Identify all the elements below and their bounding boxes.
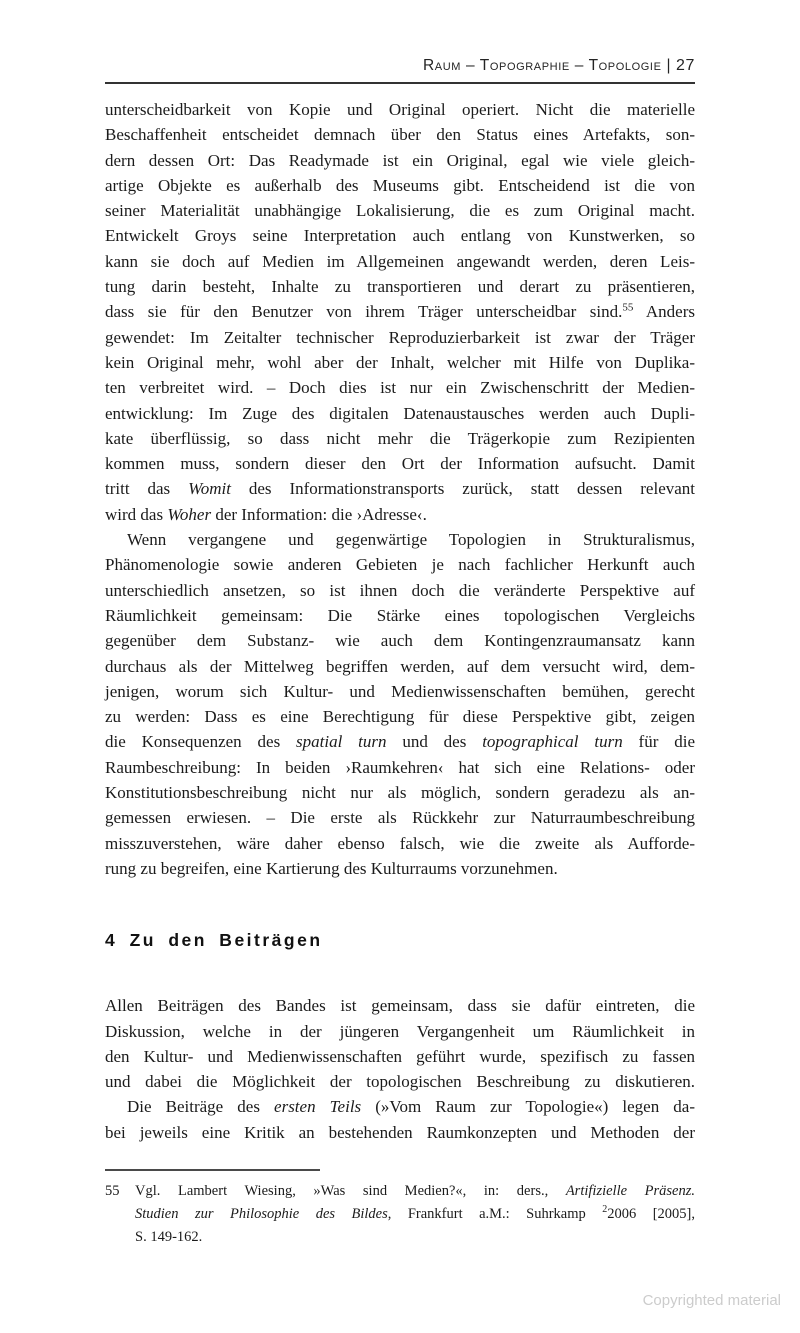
text-line: rung zu begreifen, eine Kartierung des Kulturraums vorzunehmen.: [105, 858, 558, 878]
text-line: misszuverstehen, wäre daher ebenso falsch, wie die zweite als Aufforde-: [105, 833, 695, 853]
running-header-title: Raum – Topographie – Topologie: [423, 57, 662, 74]
text-line: Raumbeschreibung: In beiden ›Raumkehren‹ hat sich eine Relations- oder: [105, 757, 695, 777]
text-line: entwicklung: Im Zuge des digitalen Datenaustausches werden auch Dupli-: [105, 403, 695, 423]
text-line: durchaus als der Mittelweg begriffen werden, auf dem versucht wird, dem-: [105, 656, 695, 676]
text-line: Diskussion, welche in der jüngeren Vergangenheit um Räumlichkeit in: [105, 1021, 695, 1041]
text-line: Entwickelt Groys seine Interpretation auch entlang von Kunstwerken, so: [105, 226, 695, 246]
body-paragraphs-after-heading: [105, 993, 695, 1145]
text-line: artige Objekte es außerhalb des Museums gibt. Entscheidend ist die von: [105, 175, 695, 195]
italic-text: topographical turn: [482, 732, 623, 752]
text-line: unterscheidbarkeit von Kopie und Original operiert. Nicht die materielle: [105, 100, 695, 119]
running-header: [105, 57, 695, 84]
text-line: Wenn vergangene und gegenwärtige Topologien in Strukturalismus,: [127, 530, 695, 550]
text-line: tung darin besteht, Inhalte zu transportieren und derart zu präsentieren,: [105, 277, 695, 297]
text-line: zu werden: Dass es eine Berechtigung für diese Perspektive gibt, zeigen: [105, 707, 695, 727]
text-line: Konstitutionsbeschreibung nicht nur als möglich, sondern geradezu als an-: [105, 783, 695, 803]
text-line: seiner Materialität unabhängige Lokalisierung, die es zum Original macht.: [105, 201, 695, 221]
text-block: [105, 97, 695, 1145]
footnote-separator-rule: [105, 1169, 320, 1171]
text-line: ten verbreitet wird. – Doch dies ist nur ein Zwischenschritt der Medien-: [105, 378, 695, 398]
text-line: dass sie für den Benutzer von ihrem Träger unterscheidbar sind.$^{55}$ Anders: [105, 301, 695, 322]
copyright-watermark: Copyrighted material: [642, 1292, 781, 1309]
italic-text: Womit: [188, 479, 231, 499]
section-heading: 4 Zu den Beiträgen: [105, 930, 323, 951]
text-line: kate überflüssig, so dass nicht mehr die Trägerkopie zum Rezipienten: [105, 428, 695, 448]
body-paragraphs-before-heading: [105, 97, 695, 881]
italic-text: Artifizielle Präsenz.: [565, 1183, 696, 1199]
superscript-text: 2: [602, 1204, 608, 1216]
text-line: Beschaffenheit entscheidet demnach über den Status eines Artefakts, son-: [105, 125, 695, 145]
text-line: tritt das Womit des Informationstransports zurück, statt dessen relevant: [105, 479, 696, 499]
text-line: bei jeweils eine Kritik an bestehenden Raumkonzepten und Methoden der: [105, 1122, 695, 1142]
italic-text: spatial turn: [296, 732, 387, 752]
footnote-number: 55: [105, 1183, 120, 1199]
paragraph: [105, 1094, 695, 1145]
text-line: kommen muss, sondern dieser den Ort der Information aufsucht. Damit: [105, 454, 695, 474]
text-line: wird das Woher der Information: die ›Adresse‹.: [105, 504, 427, 524]
text-line: Phänomenologie sowie anderen Gebieten je nach fachlicher Herkunft auch: [105, 555, 695, 575]
text-line: Studien zur Philosophie des Bildes, Frankfurt a.M.: Suhrkamp $^2$2006 [2005],: [135, 1204, 695, 1222]
footnote: [105, 1180, 695, 1249]
text-line: den Kultur- und Medienwissenschaften geführt wurde, spezifisch zu fassen: [105, 1046, 695, 1066]
text-line: jenigen, worum sich Kultur- und Medienwissenschaften bemühen, gerecht: [105, 681, 695, 701]
text-line: Vgl. Lambert Wiesing, »Was sind Medien?«, in: ders., Artifizielle Präsenz.: [135, 1183, 696, 1199]
paragraph: [105, 527, 695, 881]
text-line: kein Original mehr, wohl aber der Inhalt, welcher mit Hilfe von Duplika-: [105, 352, 695, 372]
text-line: die Konsequenzen des spatial turn und des topographical turn für die: [105, 732, 695, 752]
text-line: Räumlichkeit gemeinsam: Die Stärke eines topologischen Vergleichs: [105, 605, 695, 625]
italic-text: Studien zur Philosophie des Bildes: [135, 1206, 388, 1222]
text-line: Allen Beiträgen des Bandes ist gemeinsam, dass sie dafür eintreten, die: [105, 996, 695, 1016]
italic-text: Woher: [167, 504, 212, 524]
text-line: gemessen erwiesen. – Die erste als Rückkehr zur Naturraumbeschreibung: [105, 808, 695, 828]
italic-text: ersten Teils: [274, 1097, 362, 1117]
text-line: kann sie doch auf Medien im Allgemeinen angewandt werden, deren Leis-: [105, 251, 695, 271]
text-line: und dabei die Möglichkeit der topologischen Beschreibung zu diskutieren.: [105, 1072, 695, 1092]
paragraph: [105, 993, 695, 1094]
text-line: S. 149-162.: [135, 1229, 203, 1245]
text-line: Die Beiträge des ersten Teils (»Vom Raum zur Topologie«) legen da-: [127, 1097, 695, 1117]
text-line: gegenüber dem Substanz- wie auch dem Kontingenzraumansatz kann: [105, 631, 695, 651]
running-header-separator: |: [666, 57, 672, 74]
text-line: gewendet: Im Zeitalter technischer Reproduzierbarkeit ist zwar der Träger: [105, 327, 695, 347]
page-number: 27: [676, 57, 695, 74]
paragraph: [105, 97, 695, 527]
footnote-text: [135, 1180, 695, 1249]
text-line: dern dessen Ort: Das Readymade ist ein Original, egal wie viele gleich-: [105, 150, 695, 170]
superscript-text: 55: [622, 301, 634, 314]
text-line: unterschiedlich ansetzen, so ist ihnen doch die veränderte Perspektive auf: [105, 580, 695, 600]
